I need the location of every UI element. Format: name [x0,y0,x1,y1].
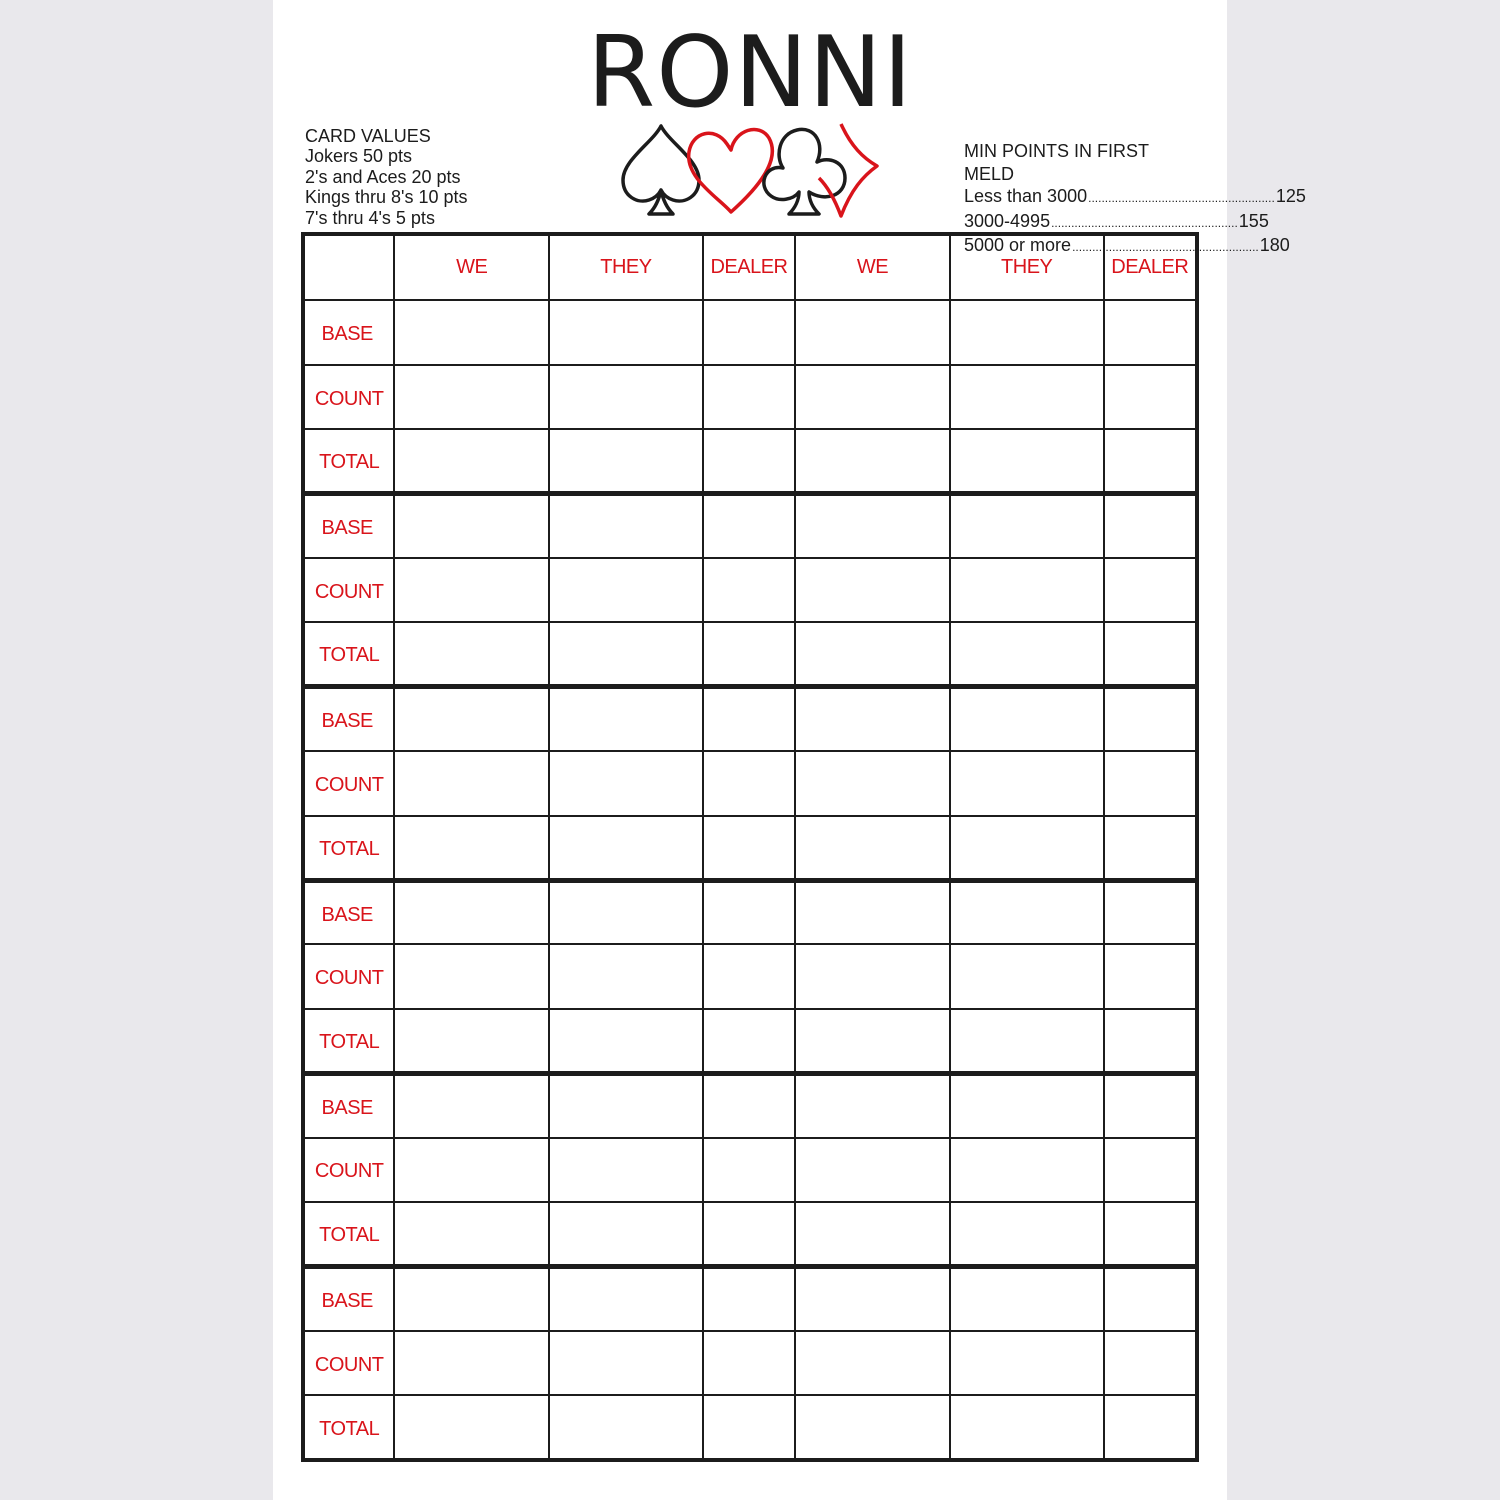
score-cell[interactable] [950,300,1104,364]
score-cell[interactable] [1104,1138,1197,1202]
score-cell[interactable] [1104,816,1197,880]
header-row [303,234,1197,300]
score-cell[interactable] [795,816,950,880]
score-cell[interactable] [703,751,795,815]
spade-icon [623,126,699,214]
score-cell[interactable] [795,944,950,1008]
score-cell[interactable] [1104,1267,1197,1331]
score-cell[interactable] [703,816,795,880]
row-label: BASE [321,323,373,346]
score-row [303,429,1197,493]
score-cell[interactable] [549,429,703,493]
score-cell[interactable] [950,1267,1104,1331]
row-label-cell [303,365,394,429]
row-label: COUNT [314,580,384,603]
card-value-line: 7's thru 4's 5 pts [305,207,435,228]
score-cell[interactable] [394,880,549,944]
score-cell[interactable] [549,1009,703,1073]
score-cell[interactable] [950,1202,1104,1266]
score-cell[interactable] [549,365,703,429]
score-row [303,944,1197,1008]
score-cell[interactable] [549,944,703,1008]
score-cell[interactable] [549,494,703,558]
row-label-cell [303,558,394,622]
row-label: COUNT [314,1160,384,1183]
row-label-cell [303,1202,394,1266]
score-cell[interactable] [1104,558,1197,622]
score-cell[interactable] [703,494,795,558]
score-cell[interactable] [795,1073,950,1137]
score-cell[interactable] [549,816,703,880]
score-cell[interactable] [950,944,1104,1008]
row-label: BASE [321,517,373,540]
card-value-line: Kings thru 8's 10 pts [305,187,468,208]
score-cell[interactable] [1104,880,1197,944]
dot-leader: ........................................................ [1051,215,1238,230]
score-cell[interactable] [703,1267,795,1331]
score-row [303,1073,1197,1137]
row-label-cell [303,1331,394,1395]
row-label-cell [303,494,394,558]
score-cell[interactable] [394,300,549,364]
heart-icon [689,129,773,212]
row-label: BASE [321,710,373,733]
score-row [303,687,1197,751]
column-header-we: WE [394,234,549,300]
score-row [303,1395,1197,1460]
score-cell[interactable] [1104,1009,1197,1073]
score-cell[interactable] [1104,751,1197,815]
score-row [303,751,1197,815]
score-cell[interactable] [703,687,795,751]
row-label: BASE [321,1096,373,1119]
score-cell[interactable] [549,300,703,364]
card-value-line: 2's and Aces 20 pts [305,166,461,187]
column-header-they: THEY [950,234,1104,300]
score-cell[interactable] [950,1331,1104,1395]
row-label: TOTAL [319,1030,380,1053]
row-label: TOTAL [319,1417,380,1440]
row-label: COUNT [314,967,384,990]
card-value-line: Jokers 50 pts [305,146,413,167]
score-row [303,494,1197,558]
min-points-label: 3000-4995 [964,210,1051,231]
score-cell[interactable] [703,558,795,622]
card-suits-logo [619,120,881,220]
score-cell[interactable] [1104,429,1197,493]
score-cell[interactable] [549,622,703,686]
score-cell[interactable] [703,1073,795,1137]
score-cell[interactable] [950,1395,1104,1460]
score-cell[interactable] [549,880,703,944]
score-cell[interactable] [703,1009,795,1073]
column-header-dealer: DEALER [703,234,795,300]
row-label: BASE [321,903,373,926]
score-cell[interactable] [549,558,703,622]
min-points-label: Less than 3000 [964,186,1088,207]
dot-leader: ........................................................ [1088,191,1275,206]
score-cell[interactable] [795,1138,950,1202]
row-label: COUNT [314,1353,384,1376]
row-label: BASE [321,1289,373,1312]
score-cell[interactable] [950,687,1104,751]
score-cell[interactable] [1104,365,1197,429]
row-label-cell [303,1138,394,1202]
score-cell[interactable] [394,1009,549,1073]
score-cell[interactable] [394,944,549,1008]
min-points-value: 125 [1275,186,1306,207]
min-points-label: 5000 or more [964,235,1072,256]
score-row [303,1138,1197,1202]
score-cell[interactable] [795,1267,950,1331]
score-cell[interactable] [950,558,1104,622]
score-cell[interactable] [549,751,703,815]
score-cell[interactable] [549,1202,703,1266]
score-cell[interactable] [795,1395,950,1460]
card-values-heading: CARD VALUES [305,126,431,146]
score-row [303,1267,1197,1331]
row-label: TOTAL [319,644,380,667]
score-cell[interactable] [795,429,950,493]
score-cell[interactable] [1104,944,1197,1008]
score-cell[interactable] [394,1331,549,1395]
row-label: COUNT [314,387,384,410]
score-cell[interactable] [950,1138,1104,1202]
score-cell[interactable] [1104,494,1197,558]
score-cell[interactable] [1104,1331,1197,1395]
score-cell[interactable] [1104,300,1197,364]
score-row [303,365,1197,429]
row-label: TOTAL [319,451,380,474]
score-cell[interactable] [703,1138,795,1202]
score-cell[interactable] [394,622,549,686]
row-label-cell [303,687,394,751]
score-table [301,232,1199,1462]
score-cell[interactable] [950,429,1104,493]
dot-leader: ........................................................ [1072,240,1259,255]
row-label-cell [303,1009,394,1073]
score-cell[interactable] [795,1202,950,1266]
score-cell[interactable] [549,1395,703,1460]
score-cell[interactable] [703,365,795,429]
score-cell[interactable] [1104,1395,1197,1460]
score-row [303,1009,1197,1073]
score-cell[interactable] [703,1331,795,1395]
score-cell[interactable] [394,816,549,880]
row-label: COUNT [314,773,384,796]
score-row [303,1202,1197,1266]
score-cell[interactable] [549,687,703,751]
score-cell[interactable] [795,880,950,944]
score-row [303,558,1197,622]
score-cell[interactable] [1104,1202,1197,1266]
row-label-cell [303,944,394,1008]
row-label-cell [303,1395,394,1460]
score-cell[interactable] [394,365,549,429]
score-row [303,880,1197,944]
score-cell[interactable] [394,1395,549,1460]
min-points-row [964,185,1306,210]
score-cell[interactable] [703,1202,795,1266]
score-cell[interactable] [394,558,549,622]
score-cell[interactable] [795,1331,950,1395]
score-cell[interactable] [703,944,795,1008]
min-points-heading: MIN POINTS IN FIRST MELD [964,141,1149,184]
score-cell[interactable] [950,880,1104,944]
score-cell[interactable] [703,1395,795,1460]
score-cell[interactable] [950,1009,1104,1073]
page-title: RONNI [587,16,913,130]
score-cell[interactable] [394,429,549,493]
diamond-icon [819,124,877,216]
score-cell[interactable] [1104,622,1197,686]
score-cell[interactable] [795,365,950,429]
row-label: TOTAL [319,837,380,860]
column-header-dealer: DEALER [1104,234,1197,300]
score-cell[interactable] [394,751,549,815]
score-cell[interactable] [394,1267,549,1331]
score-cell[interactable] [549,1073,703,1137]
row-label-cell [303,622,394,686]
score-cell[interactable] [394,1138,549,1202]
score-cell[interactable] [950,365,1104,429]
score-cell[interactable] [703,880,795,944]
score-cell[interactable] [795,494,950,558]
row-label-cell [303,300,394,364]
score-cell[interactable] [950,494,1104,558]
score-cell[interactable] [703,622,795,686]
score-cell[interactable] [795,1009,950,1073]
score-cell[interactable] [549,1331,703,1395]
min-points-value: 155 [1238,210,1269,231]
score-cell[interactable] [703,429,795,493]
row-label-cell [303,429,394,493]
score-row [303,816,1197,880]
score-cell[interactable] [795,558,950,622]
score-cell[interactable] [394,687,549,751]
score-cell[interactable] [703,300,795,364]
score-row [303,622,1197,686]
score-cell[interactable] [795,300,950,364]
row-label-cell [303,880,394,944]
corner-cell [303,234,394,300]
row-label-cell [303,751,394,815]
score-cell[interactable] [950,816,1104,880]
card-values-legend [305,126,468,228]
score-row [303,300,1197,364]
row-label-cell [303,1073,394,1137]
row-label-cell [303,816,394,880]
score-row [303,1331,1197,1395]
score-cell[interactable] [549,1267,703,1331]
score-cell[interactable] [795,687,950,751]
score-cell[interactable] [795,751,950,815]
score-cell[interactable] [394,1202,549,1266]
score-cell[interactable] [795,622,950,686]
column-header-they: THEY [549,234,703,300]
score-cell[interactable] [950,751,1104,815]
score-cell[interactable] [394,1073,549,1137]
min-points-value: 180 [1259,235,1290,256]
score-cell[interactable] [1104,1073,1197,1137]
row-label-cell [303,1267,394,1331]
column-header-we: WE [795,234,950,300]
score-cell[interactable] [950,622,1104,686]
score-cell[interactable] [950,1073,1104,1137]
score-cell[interactable] [549,1138,703,1202]
row-label: TOTAL [319,1224,380,1247]
score-cell[interactable] [394,494,549,558]
min-points-row [964,210,1269,235]
score-cell[interactable] [1104,687,1197,751]
